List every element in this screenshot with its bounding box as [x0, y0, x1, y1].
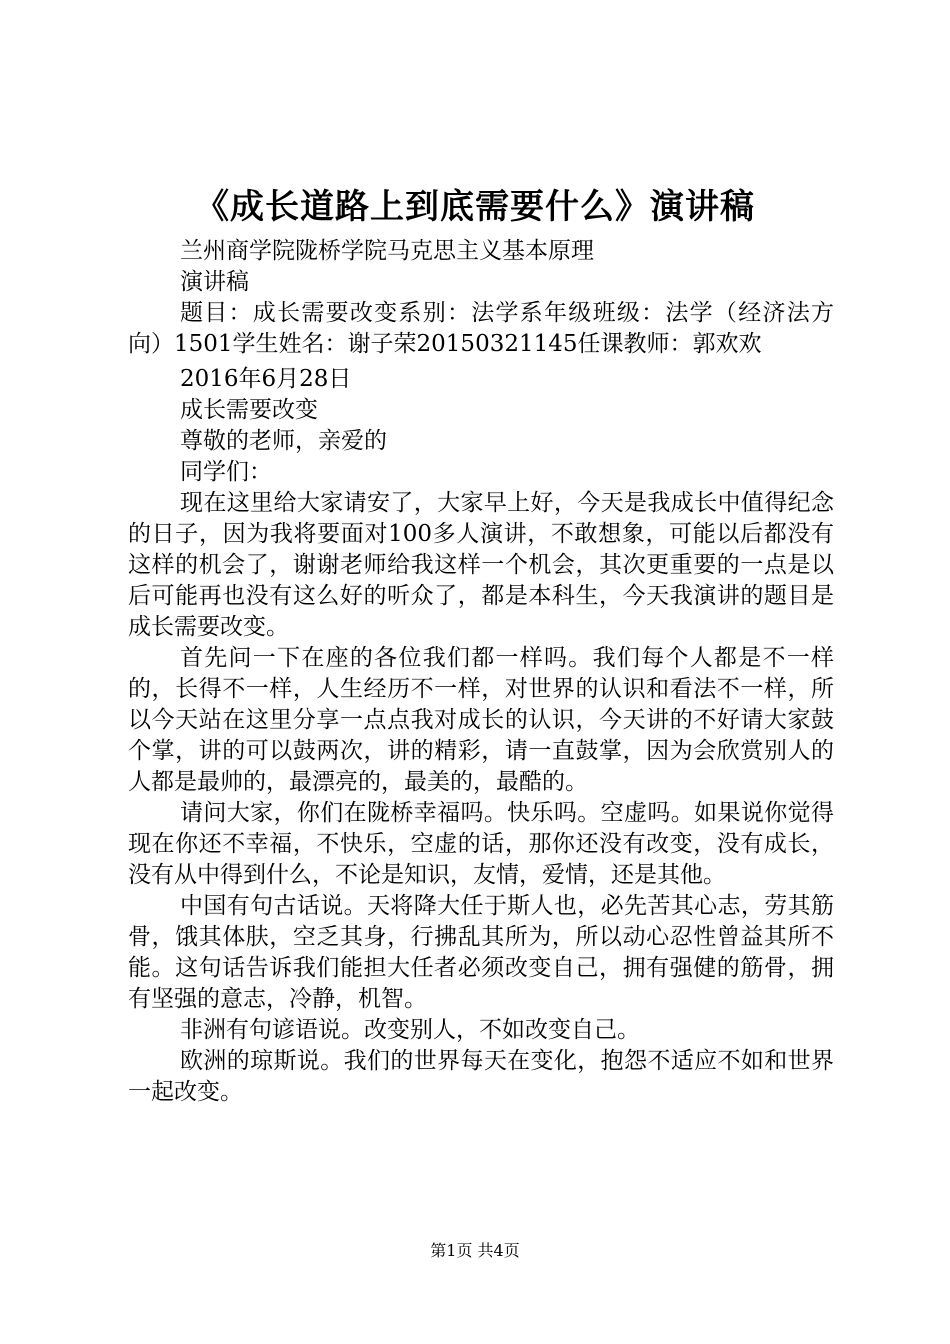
- paragraph-doc-type: 演讲稿: [180, 269, 249, 295]
- paragraph-date: 2016年6月28日: [180, 366, 352, 392]
- document-title: 《成长道路上到底需要什么》演讲稿: [195, 187, 755, 227]
- paragraph-salutation-2: 同学们：: [180, 459, 272, 485]
- paragraph-salutation-1: 尊敬的老师，亲爱的: [180, 428, 387, 454]
- paragraph-body-4: 中国有句古话说。天将降大任于斯人也，必先苦其心志，劳其筋骨，饿其体肤，空乏其身，行拂乱其所为，所以动心忍性曾益其所不能。这句话告诉我们能担大任者必须改变自己，拥有强健的筋骨，拥有坚强的意志，冷静，机智。: [128, 893, 834, 1012]
- page-footer: 第1页 共4页: [430, 1241, 520, 1260]
- paragraph-body-1: 现在这里给大家请安了，大家早上好，今天是我成长中值得纪念的日子，因为我将要面对100多人演讲，不敢想象，可能以后都没有这样的机会了，谢谢老师给我这样一个机会，其次更重要的一点是以后可能再也没有这么好的听众了，都是本科生，今天我演讲的题目是成长需要改变。: [128, 490, 834, 640]
- document-body: [128, 236, 834, 1108]
- paragraph-body-6: 欧洲的琼斯说。我们的世界每天在变化，抱怨不适应不如和世界一起改变。: [128, 1048, 834, 1105]
- paragraph-student-info: 题目：成长需要改变系别：法学系年级班级：法学（经济法方向）1501学生姓名：谢子荣20150321145任课教师：郭欢欢: [128, 300, 834, 357]
- paragraph-body-5: 非洲有句谚语说。改变别人，不如改变自己。: [180, 1017, 640, 1043]
- paragraph-body-2: 首先问一下在座的各位我们都一样吗。我们每个人都是不一样的，长得不一样，人生经历不一样，对世界的认识和看法不一样，所以今天站在这里分享一点点我对成长的认识，今天讲的不好请大家鼓个掌，讲的可以鼓两次，讲的精彩，请一直鼓掌，因为会欣赏别人的人都是最帅的，最漂亮的，最美的，最酷的。: [128, 645, 834, 795]
- paragraph-body-3: 请问大家，你们在陇桥幸福吗。快乐吗。空虚吗。如果说你觉得现在你还不幸福，不快乐，空虚的话，那你还没有改变，没有成长，没有从中得到什么，不论是知识，友情，爱情，还是其他。: [128, 800, 834, 888]
- paragraph-subtitle: 成长需要改变: [180, 397, 318, 423]
- paragraph-school: 兰州商学院陇桥学院马克思主义基本原理: [180, 238, 594, 264]
